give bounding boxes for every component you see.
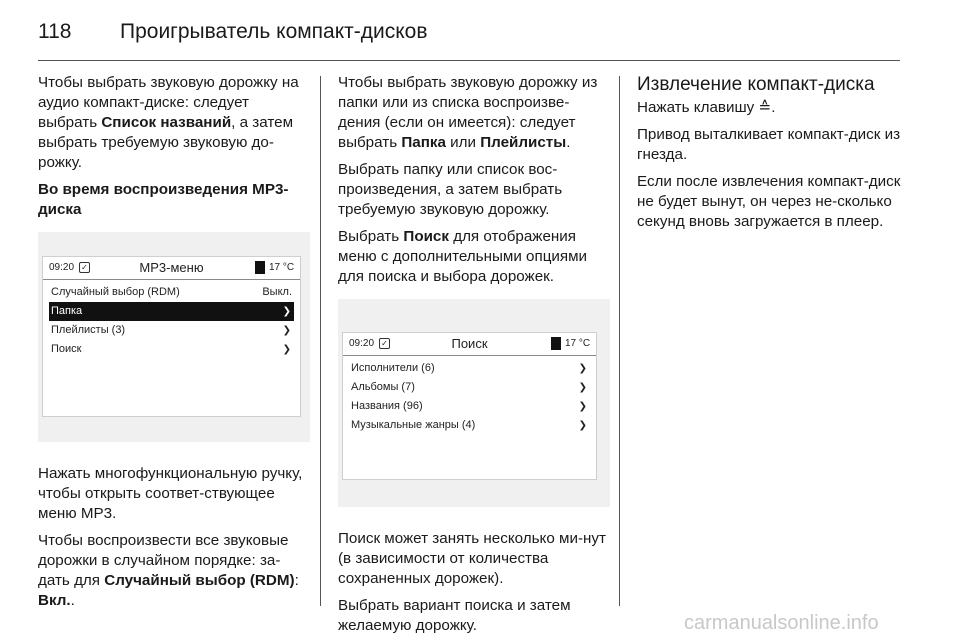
paragraph-title-list: Чтобы выбрать звуковую дорожку на аудио компакт-диске: следует выбрать Список названий, а затем выбрать требуемую звуковую до-рожку.	[38, 74, 299, 171]
paragraph-reload: Если после извлечения компакт-диск не будет вынут, он через не-сколько секунд вновь загружается в плеер.	[637, 173, 901, 230]
paragraph-folder-playlist: Чтобы выбрать звуковую дорожку из папки или из списка воспроизве-дения (если он имеется): следует выбрать Папка или Плейлисты.	[338, 74, 598, 151]
term-playlists: Плейлисты	[480, 134, 567, 151]
subheading-mp3: Во время воспроизведения MP3-диска	[38, 181, 289, 218]
menu-item-artists[interactable]	[349, 359, 590, 378]
temperature: 17 °C	[269, 262, 295, 273]
clock: 09:20	[349, 338, 375, 349]
paragraph-search: Выбрать Поиск для отображения меню с дополнительными опциями для поиска и выбора дорожек.	[338, 228, 588, 285]
menu-item-titles[interactable]	[349, 397, 590, 416]
chevron-right-icon: ❯	[578, 382, 587, 393]
chevron-right-icon: ❯	[282, 325, 291, 336]
eject-icon: ≙	[758, 99, 772, 116]
menu-item-genres[interactable]	[349, 416, 590, 435]
menu-item-label: Исполнители (6)	[351, 362, 435, 374]
screen-title: Поиск	[451, 336, 488, 351]
term-search: Поиск	[403, 228, 449, 245]
thermometer-icon	[551, 337, 561, 350]
connection-icon: ✓	[379, 338, 390, 349]
column-3	[637, 73, 902, 239]
menu-item-playlists[interactable]	[49, 321, 294, 340]
chevron-right-icon: ❯	[578, 401, 587, 412]
menu-item-label: Названия (96)	[351, 400, 423, 412]
term-title-list: Список названий	[101, 114, 232, 131]
menu-item-search[interactable]	[49, 340, 294, 359]
paragraph-open-menu: Нажать многофункциональную ручку, чтобы открыть соответ-ствующее меню MP3.	[38, 465, 303, 522]
column-divider-2	[619, 76, 620, 606]
paragraph-select-option: Выбрать вариант поиска и затем желаемую дорожку.	[338, 597, 571, 634]
page-header	[38, 14, 900, 54]
status-bar	[43, 257, 300, 280]
display-screen	[342, 332, 597, 480]
column-2	[338, 73, 610, 643]
status-bar	[343, 333, 596, 356]
connection-icon: ✓	[79, 262, 90, 273]
term-on: Вкл.	[38, 592, 71, 609]
paragraph-search-time: Поиск может занять несколько ми-нут (в зависимости от количества сохраненных дорожек).	[338, 530, 606, 587]
menu-item-random[interactable]	[49, 283, 294, 302]
paragraph-random: Чтобы воспроизвести все звуковые дорожки в случайном порядке: за-дать для Случайный выбор (RDM): Вкл..	[38, 532, 299, 609]
paragraph-press-key: Нажать клавишу ≙.	[637, 99, 776, 116]
page-title: Проигрыватель компакт-дисков	[120, 20, 428, 43]
header-divider	[38, 60, 900, 61]
menu-item-folder[interactable]	[49, 302, 294, 321]
menu-item-label: Альбомы (7)	[351, 381, 415, 393]
menu-item-label: Папка	[51, 305, 83, 317]
menu-item-label: Музыкальные жанры (4)	[351, 419, 476, 431]
page-number: 118	[38, 20, 72, 43]
section-heading-eject: Извлечение компакт-диска	[637, 74, 875, 95]
chevron-right-icon: ❯	[578, 363, 587, 374]
term-random: Случайный выбор (RDM)	[104, 572, 295, 589]
term-folder: Папка	[401, 134, 446, 151]
clock: 09:20	[49, 262, 75, 273]
screen-title: MP3-меню	[139, 260, 204, 275]
menu-item-label: Поиск	[51, 343, 82, 355]
paragraph-select-folder: Выбрать папку или список вос-произведения, а затем выбрать требуемую звуковую дорожку.	[338, 161, 563, 218]
mp3-menu-screenshot	[38, 232, 310, 442]
chevron-right-icon: ❯	[578, 420, 587, 431]
menu-item-label: Плейлисты (3)	[51, 324, 126, 336]
column-divider-1	[320, 76, 321, 606]
search-menu-screenshot	[338, 299, 610, 507]
menu-item-label: Случайный выбор (RDM)	[51, 286, 180, 298]
menu-item-albums[interactable]	[349, 378, 590, 397]
column-1	[38, 73, 310, 618]
temperature: 17 °C	[565, 338, 591, 349]
chevron-right-icon: ❯	[282, 306, 291, 317]
display-screen	[42, 256, 301, 417]
thermometer-icon	[255, 261, 265, 274]
paragraph-drive-ejects: Привод выталкивает компакт-диск из гнезда.	[637, 126, 901, 163]
menu-item-value: Выкл.	[262, 286, 292, 298]
chevron-right-icon: ❯	[282, 344, 291, 355]
watermark: carmanualsonline.info	[684, 612, 879, 634]
